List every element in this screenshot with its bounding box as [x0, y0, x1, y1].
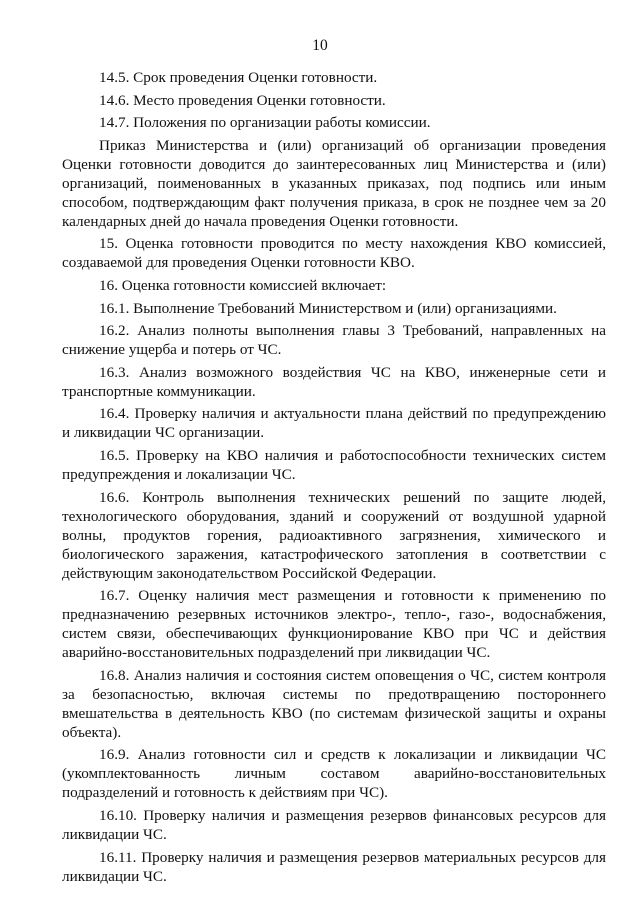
paragraph-16-7: 16.7. Оценку наличия мест размещения и готовности к применению по предназначению резервных источников электро-, тепло-, газо-, водоснабжения, систем связи, обеспечивающих функционирование КВО при ЧС и действия аварийно-восстановительных подразделений при ликвидации ЧС.: [62, 587, 606, 662]
paragraph-16-2: 16.2. Анализ полноты выполнения главы 3 Требований, направленных на снижение ущерба и потерь от ЧС.: [62, 322, 606, 359]
paragraph-16: 16. Оценка готовности комиссией включает:: [99, 276, 387, 294]
paragraph-16-6: 16.6. Контроль выполнения технических решений по защите людей, технологического оборудования, зданий и сооружений от воздушной ударной волны, продуктов горения, радиоактивного загрязнения, химического и биологического заражения, катастрофического затопления в соответствии с действующим законодательством Российской Федерации.: [62, 488, 606, 582]
paragraph-16-10: 16.10. Проверку наличия и размещения резервов финансовых ресурсов для ликвидации ЧС.: [62, 806, 606, 843]
page-number: 10: [312, 37, 328, 54]
paragraph-14-5: 14.5. Срок проведения Оценки готовности.: [99, 69, 378, 86]
paragraph-16-8: 16.8. Анализ наличия и состояния систем оповещения о ЧС, систем контроля за безопасностью, включая системы по предотвращению постороннего вмешательства в деятельность КВО (по системам физической защиты и охраны объекта).: [62, 666, 606, 741]
paragraph-14-6: 14.6. Место проведения Оценки готовности.: [99, 91, 386, 109]
paragraph-16-1: 16.1. Выполнение Требований Министерством и (или) организациями.: [99, 299, 557, 317]
paragraph-16-5: 16.5. Проверку на КВО наличия и работоспособности технических систем предупреждения и локализации ЧС.: [62, 446, 606, 483]
paragraph-16-3: 16.3. Анализ возможного воздействия ЧС на КВО, инженерные сети и транспортные коммуникации.: [62, 363, 606, 400]
paragraph-14-7: 14.7. Положения по организации работы комиссии.: [99, 114, 431, 132]
paragraph-16-4: 16.4. Проверку наличия и актуальности плана действий по предупреждению и ликвидации ЧС организации.: [62, 405, 606, 442]
paragraph-16-11: 16.11. Проверку наличия и размещения резервов материальных ресурсов для ликвидации ЧС.: [62, 848, 606, 885]
paragraph-16-9: 16.9. Анализ готовности сил и средств к локализации и ликвидации ЧС (укомплектованность личным составом аварийно-восстановительных подразделений и готовность к действиям при ЧС).: [62, 746, 606, 802]
document-body: [62, 68, 606, 886]
paragraph-15: 15. Оценка готовности проводится по месту нахождения КВО комиссией, создаваемой для проведения Оценки готовности КВО.: [62, 235, 606, 272]
paragraph-order-notice: Приказ Министерства и (или) организаций об организации проведения Оценки готовности доводится до заинтересованных лиц Министерства и (или) организаций, поименованных в указанных приказах, под подпись или иным способом, подтверждающим факт получения приказа, в срок не позднее чем за 20 календарных дней до начала проведения Оценки готовности.: [62, 136, 606, 230]
